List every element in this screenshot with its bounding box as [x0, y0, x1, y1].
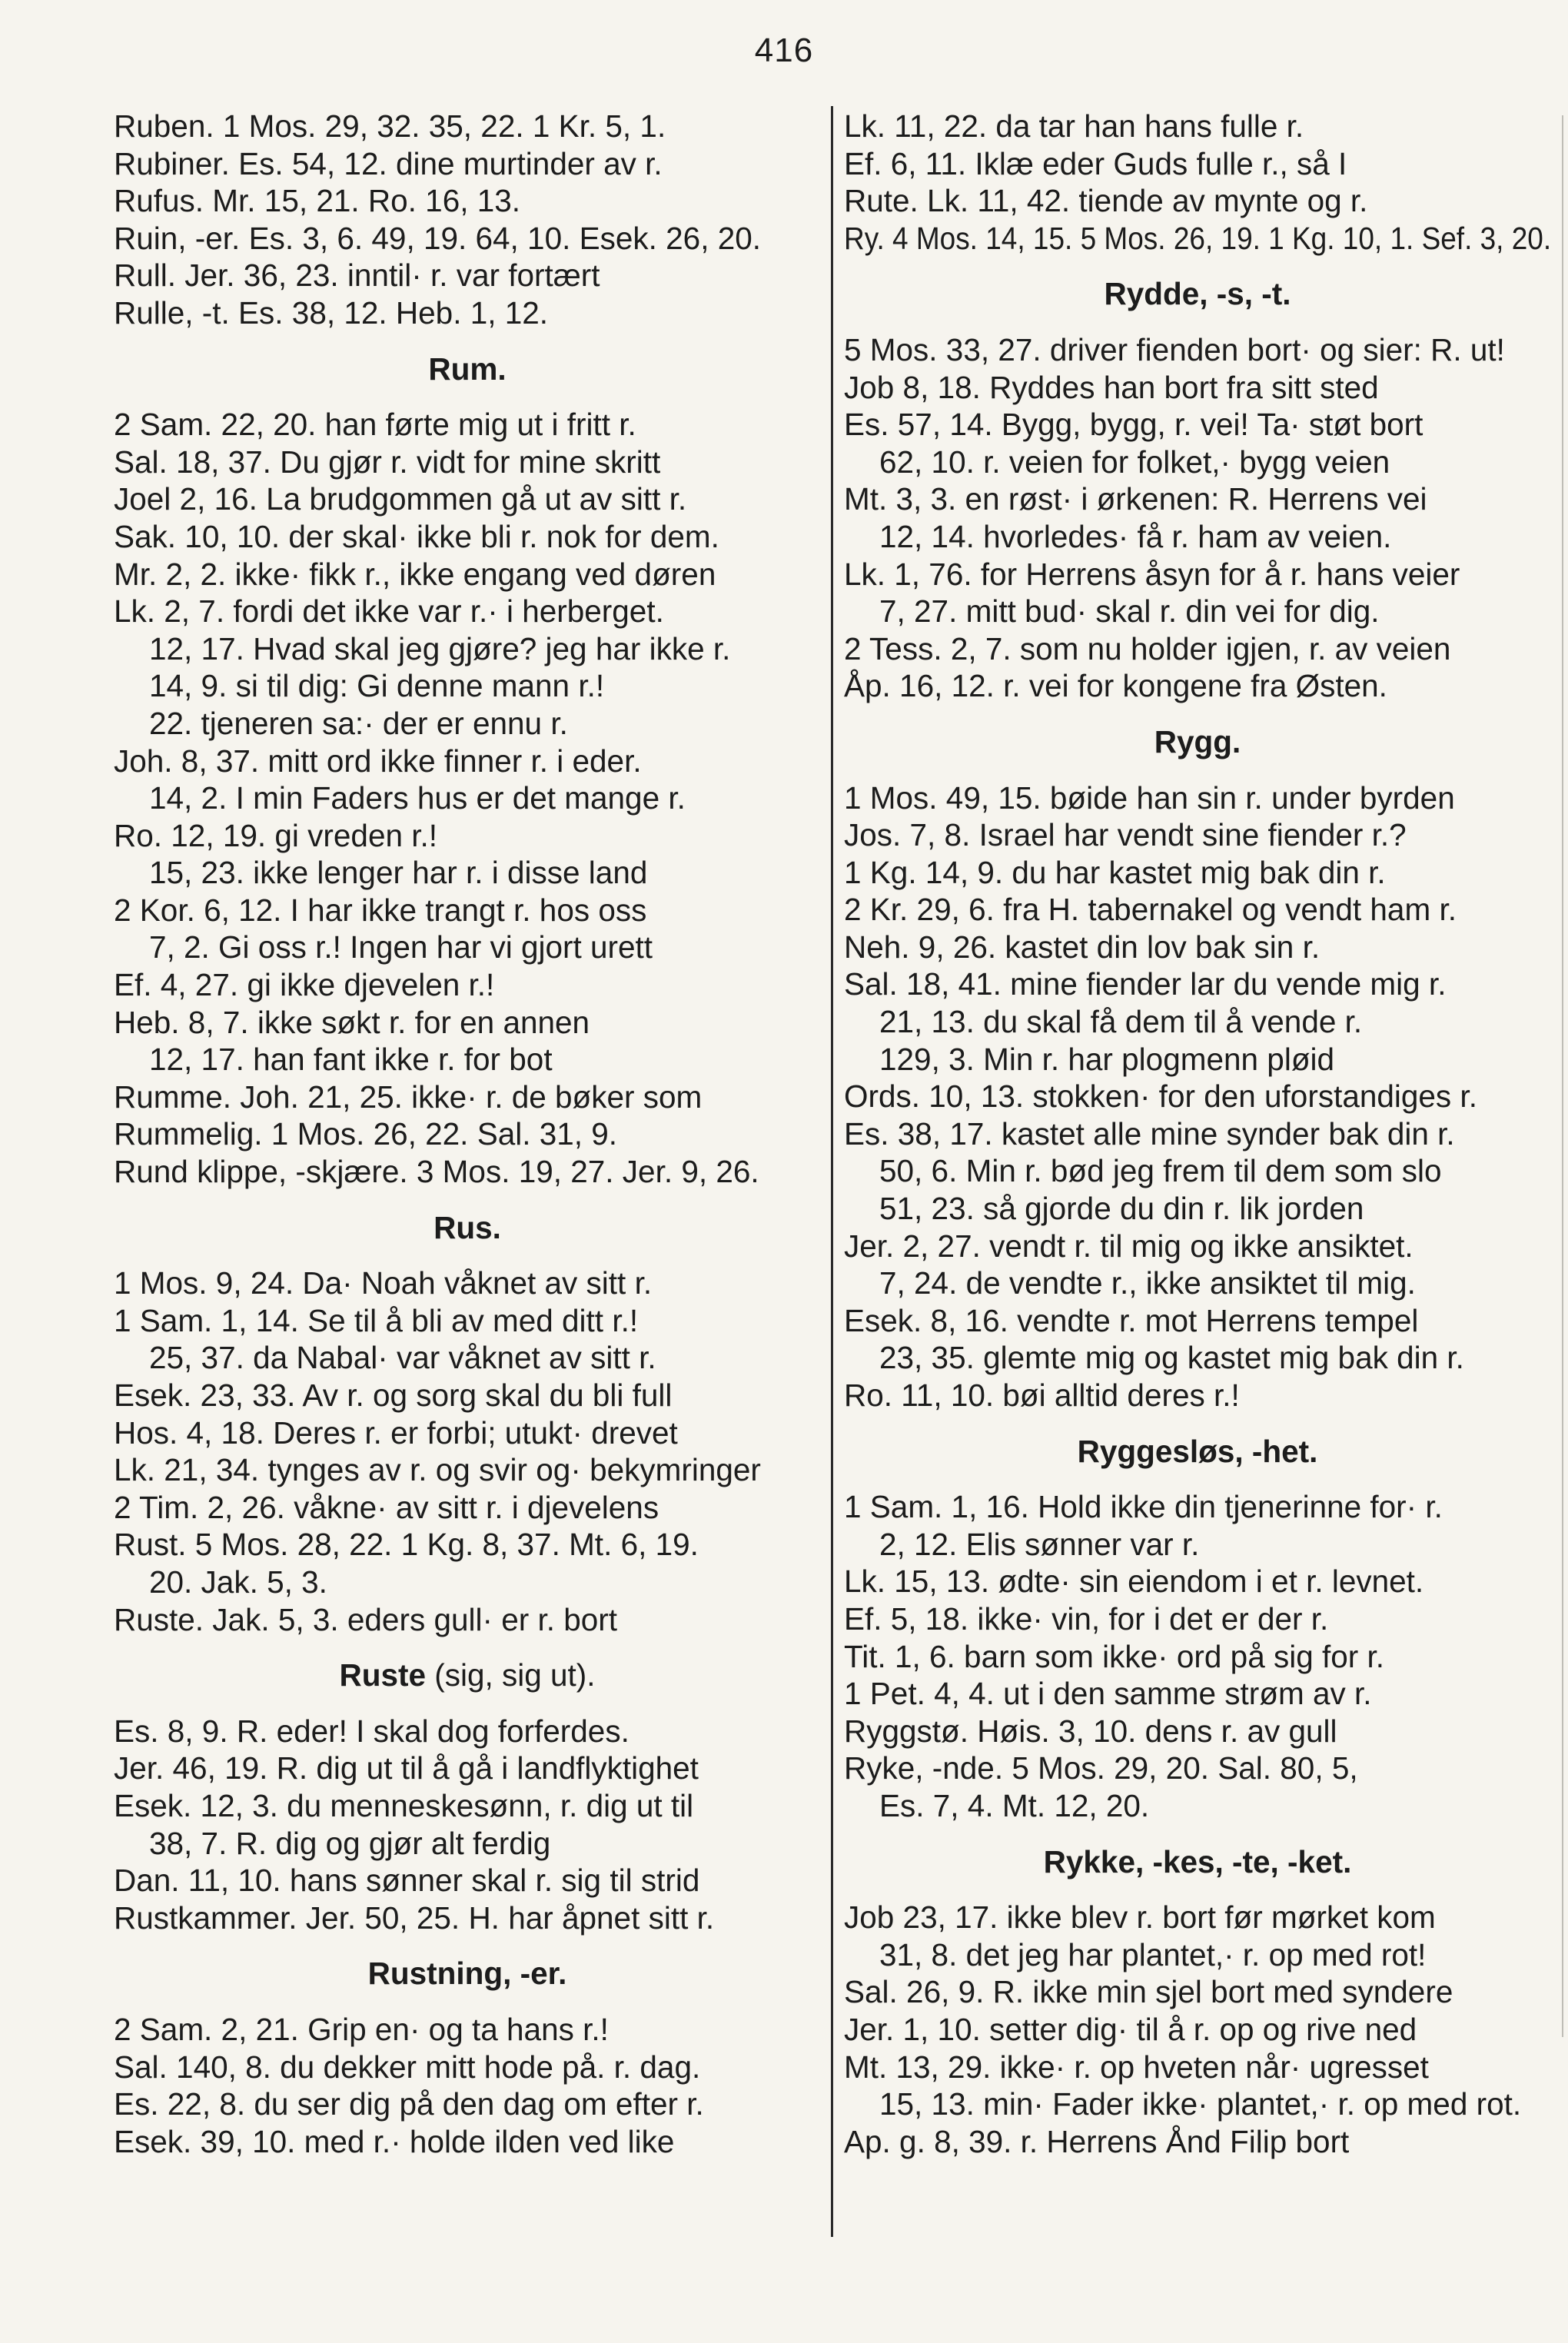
entry-line: Rumme. Joh. 21, 25. ikke· r. de bøker som [114, 1078, 703, 1115]
entry-continuation-line: 2, 12. Elis sønner var r. [879, 1526, 1200, 1562]
entry-line: 1 Sam. 1, 14. Se til å bli av med ditt r.! [114, 1302, 639, 1338]
entry-line: Jer. 1, 10. setter dig· til å r. op og rive ned [844, 2011, 1417, 2047]
entry-line: Rull. Jer. 36, 23. inntil· r. var fortært [114, 258, 600, 294]
entry-line: Dan. 11, 10. hans sønner skal r. sig til strid [114, 1863, 700, 1899]
entry-continuation-line: 22. tjeneren sa:· der er ennu r. [149, 705, 568, 741]
entry-line: Hos. 4, 18. Deres r. er forbi; utukt· drevet [114, 1414, 678, 1451]
entry-line: Ruin, -er. Es. 3, 6. 49, 19. 64, 10. Esek. 26, 20. [114, 220, 761, 256]
entry-line: 2 Tess. 2, 7. som nu holder igjen, r. av veien [844, 630, 1451, 666]
entry-line: Rute. Lk. 11, 42. tiende av mynte og r. [844, 183, 1368, 219]
entry-continuation-line: 7, 27. mitt bud· skal r. din vei for dig. [879, 593, 1380, 630]
entry-line: Rubiner. Es. 54, 12. dine murtinder av r. [114, 145, 663, 181]
section-heading [844, 723, 1551, 761]
entry-line: Sak. 10, 10. der skal· ikke bli r. nok for dem. [114, 518, 719, 554]
entry-line: 1 Mos. 49, 15. bøide han sin r. under byrden [844, 779, 1455, 816]
section-heading-text: Rygg. [1154, 723, 1241, 759]
entry-line: Sal. 18, 41. mine fiender lar du vende mig r. [844, 966, 1447, 1002]
entry-line: Ap. g. 8, 39. r. Herrens Ånd Filip bort [844, 2123, 1350, 2159]
entry-line: Ro. 11, 10. bøi alltid deres r.! [844, 1378, 1240, 1413]
entry-continuation-line: 129, 3. Min r. har plogmenn pløid [879, 1041, 1335, 1077]
entry-line: Es. 8, 9. R. eder! I skal dog forferdes. [114, 1713, 630, 1749]
section-heading-text: Rum. [428, 351, 507, 387]
entry-line: Ords. 10, 13. stokken· for den uforstandiges r. [844, 1078, 1477, 1115]
entry-line: 5 Mos. 33, 27. driver fienden bort· og sier: R. ut! [844, 331, 1505, 367]
entry-continuation-line: 20. Jak. 5, 3. [149, 1564, 327, 1600]
entry-line: Åp. 16, 12. r. vei for kongene fra Østen. [844, 668, 1387, 704]
entry-line: Mr. 2, 2. ikke· fikk r., ikke engang ved døren [114, 556, 716, 592]
entry-line: Es. 22, 8. du ser dig på den dag om efter r. [114, 2086, 704, 2122]
entry-line: Esek. 8, 16. vendte r. mot Herrens tempel [844, 1302, 1419, 1338]
entry-line: Es. 38, 17. kastet alle mine synder bak din r. [844, 1115, 1455, 1152]
entry-line: Sal. 140, 8. du dekker mitt hode på. r. dag. [114, 2049, 701, 2085]
entry-line: Joel 2, 16. La brudgommen gå ut av sitt r. [114, 481, 687, 517]
page-edge-shadow [1562, 115, 1563, 2037]
entry-line: 2 Sam. 2, 21. Grip en· og ta hans r.! [114, 2011, 609, 2047]
entry-line: Joh. 8, 37. mitt ord ikke finner r. i eder. [114, 743, 642, 779]
entry-line: Lk. 1, 76. for Herrens åsyn for å r. hans veier [844, 556, 1460, 592]
left-column [114, 108, 821, 2160]
section-heading [844, 275, 1551, 313]
entry-continuation-line: 14, 9. si til dig: Gi denne mann r.! [149, 668, 605, 704]
entry-line: Rust. 5 Mos. 28, 22. 1 Kg. 8, 37. Mt. 6, 19. [114, 1527, 699, 1563]
entry-continuation-line: 12, 17. han fant ikke r. for bot [149, 1042, 553, 1078]
section-heading-text: Rus. [434, 1209, 501, 1245]
entry-line: Lk. 15, 13. ødte· sin eiendom i et r. levnet. [844, 1564, 1424, 1600]
entry-line: Neh. 9, 26. kastet din lov bak sin r. [844, 929, 1321, 965]
entry-line: Jer. 2, 27. vendt r. til mig og ikke ansiktet. [844, 1228, 1414, 1264]
section-heading-suffix: (sig, sig ut). [425, 1657, 596, 1693]
entry-line: Ry. 4 Mos. 14, 15. 5 Mos. 26, 19. 1 Kg. 10, 1. Sef. 3, 20. [844, 220, 1552, 256]
entry-line: Job 23, 17. ikke blev r. bort før mørket kom [844, 1899, 1436, 1936]
right-column [844, 108, 1551, 2160]
entry-continuation-line: 12, 14. hvorledes· få r. ham av veien. [879, 518, 1392, 554]
entry-line: Mt. 13, 29. ikke· r. op hveten når· ugresset [844, 2049, 1429, 2085]
entry-line: 2 Kor. 6, 12. I har ikke trangt r. hos oss [114, 892, 647, 928]
entry-line: Rulle, -t. Es. 38, 12. Heb. 1, 12. [114, 294, 549, 331]
entry-line: Esek. 23, 33. Av r. og sorg skal du bli full [114, 1378, 673, 1413]
entry-continuation-line: 51, 23. så gjorde du din r. lik jorden [879, 1191, 1364, 1227]
entry-continuation-line: 23, 35. glemte mig og kastet mig bak din r. [879, 1340, 1464, 1376]
entry-line: Ryke, -nde. 5 Mos. 29, 20. Sal. 80, 5, [844, 1750, 1358, 1786]
entry-line: Ro. 12, 19. gi vreden r.! [114, 817, 437, 853]
entry-line: Tit. 1, 6. barn som ikke· ord på sig for r. [844, 1638, 1385, 1674]
section-heading-text: Ryggesløs, -het. [1077, 1433, 1318, 1469]
entry-continuation-line: 25, 37. da Nabal· var våknet av sitt r. [149, 1340, 656, 1376]
entry-line: Ef. 6, 11. Iklæ eder Guds fulle r., så I [844, 145, 1347, 181]
entry-continuation-line: 21, 13. du skal få dem til å vende r. [879, 1004, 1363, 1040]
entry-continuation-line: Es. 7, 4. Mt. 12, 20. [879, 1787, 1150, 1823]
entry-line: Mt. 3, 3. en røst· i ørkenen: R. Herrens vei [844, 481, 1427, 517]
entry-line: Ruben. 1 Mos. 29, 32. 35, 22. 1 Kr. 5, 1. [114, 108, 666, 144]
section-heading-text: Rydde, -s, -t. [1104, 276, 1291, 312]
entry-line: Lk. 21, 34. tynges av r. og svir og· bekymringer [114, 1452, 761, 1488]
entry-line: 1 Sam. 1, 16. Hold ikke din tjenerinne for· r. [844, 1489, 1443, 1525]
entry-line: Rund klippe, -skjære. 3 Mos. 19, 27. Jer. 9, 26. [114, 1154, 759, 1190]
section-heading-text: Ruste [339, 1657, 426, 1693]
entry-continuation-line: 7, 2. Gi oss r.! Ingen har vi gjort urett [149, 929, 653, 965]
entry-line: Sal. 26, 9. R. ikke min sjel bort med syndere [844, 1974, 1453, 2010]
entry-line: Ryggstø. Høis. 3, 10. dens r. av gull [844, 1713, 1337, 1749]
entry-continuation-line: 12, 17. Hvad skal jeg gjøre? jeg har ikke r. [149, 630, 731, 666]
entry-line: Rufus. Mr. 15, 21. Ro. 16, 13. [114, 183, 521, 219]
entry-line: Esek. 12, 3. du menneskesønn, r. dig ut til [114, 1787, 694, 1823]
entry-line: 1 Pet. 4, 4. ut i den samme strøm av r. [844, 1676, 1372, 1712]
entry-line: Ef. 5, 18. ikke· vin, for i det er der r. [844, 1600, 1329, 1637]
entry-line: Jer. 46, 19. R. dig ut til å gå i landflyktighet [114, 1750, 699, 1786]
entry-line: Rummelig. 1 Mos. 26, 22. Sal. 31, 9. [114, 1116, 618, 1152]
section-heading [844, 1843, 1551, 1881]
entry-line: Lk. 11, 22. da tar han hans fulle r. [844, 108, 1304, 144]
entry-continuation-line: 38, 7. R. dig og gjør alt ferdig [149, 1825, 551, 1861]
entry-line: Sal. 18, 37. Du gjør r. vidt for mine skritt [114, 444, 661, 480]
entry-line: Heb. 8, 7. ikke søkt r. for en annen [114, 1004, 590, 1040]
entry-line: 2 Kr. 29, 6. fra H. tabernakel og vendt ham r. [844, 892, 1457, 928]
entry-line: 1 Mos. 9, 24. Da· Noah våknet av sitt r. [114, 1265, 653, 1301]
entry-continuation-line: 15, 23. ikke lenger har r. i disse land [149, 855, 648, 891]
entry-continuation-line: 50, 6. Min r. bød jeg frem til dem som slo [879, 1153, 1442, 1189]
section-heading [114, 1955, 821, 1992]
section-heading [114, 1657, 821, 1694]
entry-line: Es. 57, 14. Bygg, bygg, r. vei! Ta· støt bort [844, 407, 1423, 443]
entry-line: Jos. 7, 8. Israel har vendt sine fiender r.? [844, 817, 1407, 853]
entry-line: Ef. 4, 27. gi ikke djevelen r.! [114, 967, 495, 1003]
entry-continuation-line: 7, 24. de vendte r., ikke ansiktet til mig. [879, 1265, 1416, 1301]
entry-line: 1 Kg. 14, 9. du har kastet mig bak din r. [844, 854, 1386, 890]
entry-line: Job 8, 18. Ryddes han bort fra sitt sted [844, 369, 1379, 405]
entry-line: 2 Sam. 22, 20. han førte mig ut i fritt r. [114, 407, 636, 443]
entry-continuation-line: 14, 2. I min Faders hus er det mange r. [149, 780, 686, 816]
entry-continuation-line: 62, 10. r. veien for folket,· bygg veien [879, 444, 1390, 480]
column-divider [831, 106, 833, 2237]
entry-continuation-line: 15, 13. min· Fader ikke· plantet,· r. op med rot. [879, 2086, 1522, 2122]
entry-line: Lk. 2, 7. fordi det ikke var r.· i herberget. [114, 593, 664, 630]
section-heading [844, 1433, 1551, 1471]
section-heading [114, 351, 821, 388]
entry-line: Rustkammer. Jer. 50, 25. H. har åpnet sitt r. [114, 1899, 715, 1936]
entry-continuation-line: 31, 8. det jeg har plantet,· r. op med rot! [879, 1936, 1427, 1972]
entry-line: 2 Tim. 2, 26. våkne· av sitt r. i djevelens [114, 1489, 659, 1525]
entry-line: Ruste. Jak. 5, 3. eders gull· er r. bort [114, 1601, 618, 1637]
section-heading-text: Rustning, -er. [367, 1956, 567, 1992]
entry-line: Esek. 39, 10. med r.· holde ilden ved like [114, 2123, 675, 2159]
section-heading [114, 1209, 821, 1247]
section-heading-text: Rykke, -kes, -te, -ket. [1043, 1843, 1352, 1879]
page-number: 416 [754, 32, 814, 69]
